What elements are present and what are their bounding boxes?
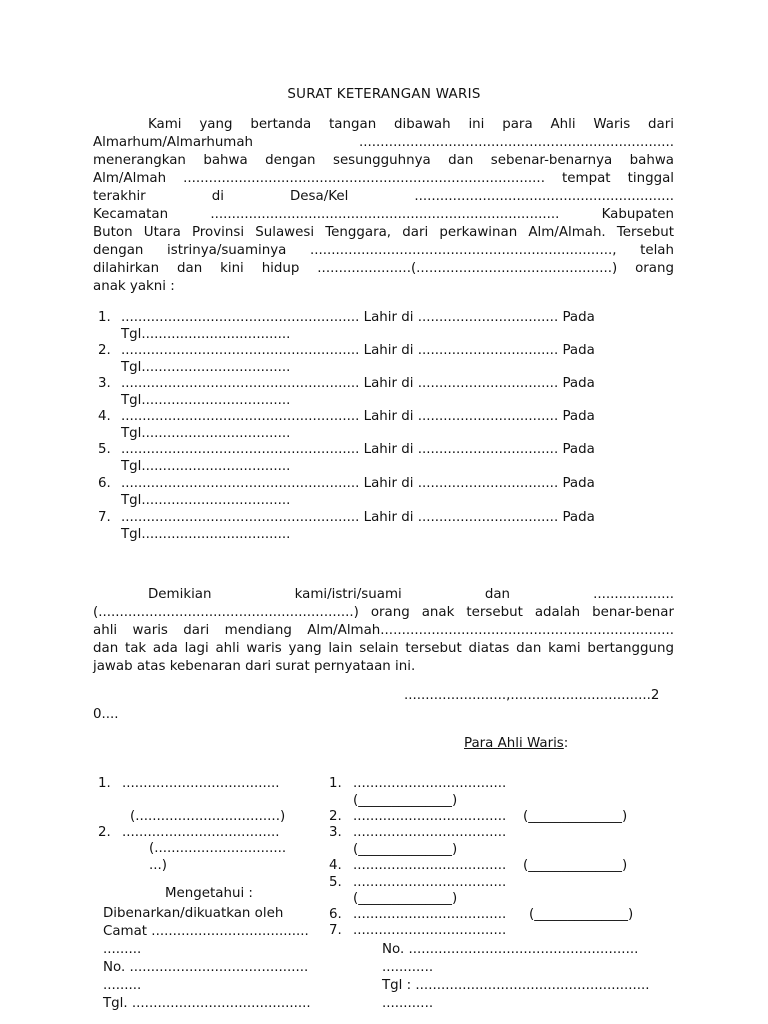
closing-line-2: (............................................................) orang anak tersebut adalah benar-benar [93, 605, 674, 620]
closing-line-5: jawab atas kebenaran dari surat pernyataan ini. [93, 659, 416, 674]
right-heir-name: .................................... [353, 858, 507, 873]
child-date: Tgl................................... [121, 493, 291, 508]
child-entry: ........................................................ Lahir di ................................. Pada [121, 476, 595, 491]
child-number: 6. [98, 476, 111, 491]
right-heir-signature: (______________) [353, 793, 458, 808]
child-date: Tgl................................... [121, 426, 291, 441]
right-heir-name: .................................... [353, 825, 507, 840]
left-heir-2-name: ..................................... [122, 825, 280, 840]
left-heir-1-name: ..................................... [122, 776, 280, 791]
register-date-cont: ............ [382, 996, 434, 1011]
right-heir-number: 1. [329, 776, 342, 791]
opening-line-4: Alm/Almah ..................................................................................... tempat tinggal [93, 171, 674, 186]
right-heir-number: 3. [329, 825, 342, 840]
document-title: SURAT KETERANGAN WARIS [287, 87, 481, 102]
opening-line-6: Kecamatan .................................................................................. Kabupaten [93, 207, 674, 222]
closing-line-1: Demikian kami/istri/suami dan ................... [148, 587, 674, 602]
child-date: Tgl................................... [121, 527, 291, 542]
child-date: Tgl................................... [121, 393, 291, 408]
child-entry: ........................................................ Lahir di ................................. Pada [121, 343, 595, 358]
left-heir-2-signature-cont: ...) [149, 858, 167, 873]
right-heir-name: .................................... [353, 875, 507, 890]
heirs-label [464, 735, 568, 753]
child-number: 3. [98, 376, 111, 391]
opening-line-3: menerangkan bahwa dengan sesungguhnya dan sebenar-benarnya bahwa [93, 153, 674, 168]
closing-line-4: dan tak ada lagi ahli waris yang lain selain tersebut diatas dan kami bertanggung [93, 641, 674, 656]
register-number: No. ...................................................... [382, 942, 639, 957]
left-heir-1-signature: (..................................) [130, 809, 286, 824]
child-number: 5. [98, 442, 111, 457]
right-heir-signature: (______________) [523, 858, 628, 873]
right-heir-number: 6. [329, 907, 342, 922]
right-heir-signature: (______________) [353, 891, 458, 906]
opening-line-8: dengan istrinya/suaminya ......................................................................., telah [93, 243, 674, 258]
right-heir-number: 4. [329, 858, 342, 873]
right-heir-signature: (______________) [523, 809, 628, 824]
acknowledge-heading: Mengetahui : [165, 886, 253, 901]
child-entry: ........................................................ Lahir di ................................. Pada [121, 409, 595, 424]
acknowledge-camat-cont: ......... [103, 942, 142, 957]
date-line-cont: 0.... [93, 707, 119, 722]
right-heir-name: .................................... [353, 923, 507, 938]
acknowledge-line: Dibenarkan/dikuatkan oleh [103, 906, 284, 921]
right-heir-number: 5. [329, 875, 342, 890]
child-date: Tgl................................... [121, 459, 291, 474]
closing-line-3: ahli waris dari mendiang Alm/Almah..................................................................... [93, 623, 674, 638]
child-entry: ........................................................ Lahir di ................................. Pada [121, 442, 595, 457]
acknowledge-number: No. .......................................... [103, 960, 309, 975]
left-heir-2-number: 2. [98, 825, 111, 840]
left-heir-2-signature: (............................... [149, 841, 287, 856]
child-number: 7. [98, 510, 111, 525]
child-number: 2. [98, 343, 111, 358]
opening-line-5: terakhir di Desa/Kel ............................................................. [93, 189, 674, 204]
register-number-cont: ............ [382, 960, 434, 975]
acknowledge-camat: Camat ..................................... [103, 924, 309, 939]
heirs-label-colon: : [563, 736, 569, 751]
right-heir-signature: (______________) [529, 907, 634, 922]
acknowledge-number-cont: ......... [103, 978, 142, 993]
child-entry: ........................................................ Lahir di ................................. Pada [121, 510, 595, 525]
left-heir-1-number: 1. [98, 776, 111, 791]
opening-line-2: Almarhum/Almarhumah .......................................................................... [93, 135, 674, 150]
child-number: 1. [98, 310, 111, 325]
right-heir-name: .................................... [353, 907, 507, 922]
right-heir-number: 7. [329, 923, 342, 938]
opening-line-1: Kami yang bertanda tangan dibawah ini para Ahli Waris dari [148, 117, 674, 132]
child-entry: ........................................................ Lahir di ................................. Pada [121, 310, 595, 325]
register-date: Tgl : ....................................................... [382, 978, 650, 993]
opening-line-7: Buton Utara Provinsi Sulawesi Tenggara, dari perkawinan Alm/Almah. Tersebut [93, 225, 674, 240]
right-heir-signature: (______________) [353, 842, 458, 857]
opening-line-10: anak yakni : [93, 279, 175, 294]
date-line: ........................,.................................2 [404, 688, 660, 703]
right-heir-name: .................................... [353, 776, 507, 791]
child-entry: ........................................................ Lahir di ................................. Pada [121, 376, 595, 391]
heirs-label-text: Para Ahli Waris [464, 736, 564, 751]
right-heir-name: .................................... [353, 809, 507, 824]
acknowledge-date: Tgl. .......................................... [103, 996, 311, 1011]
opening-line-9: dilahirkan dan kini hidup ......................(..............................................) orang [93, 261, 674, 276]
child-date: Tgl................................... [121, 360, 291, 375]
child-number: 4. [98, 409, 111, 424]
right-heir-number: 2. [329, 809, 342, 824]
child-date: Tgl................................... [121, 327, 291, 342]
